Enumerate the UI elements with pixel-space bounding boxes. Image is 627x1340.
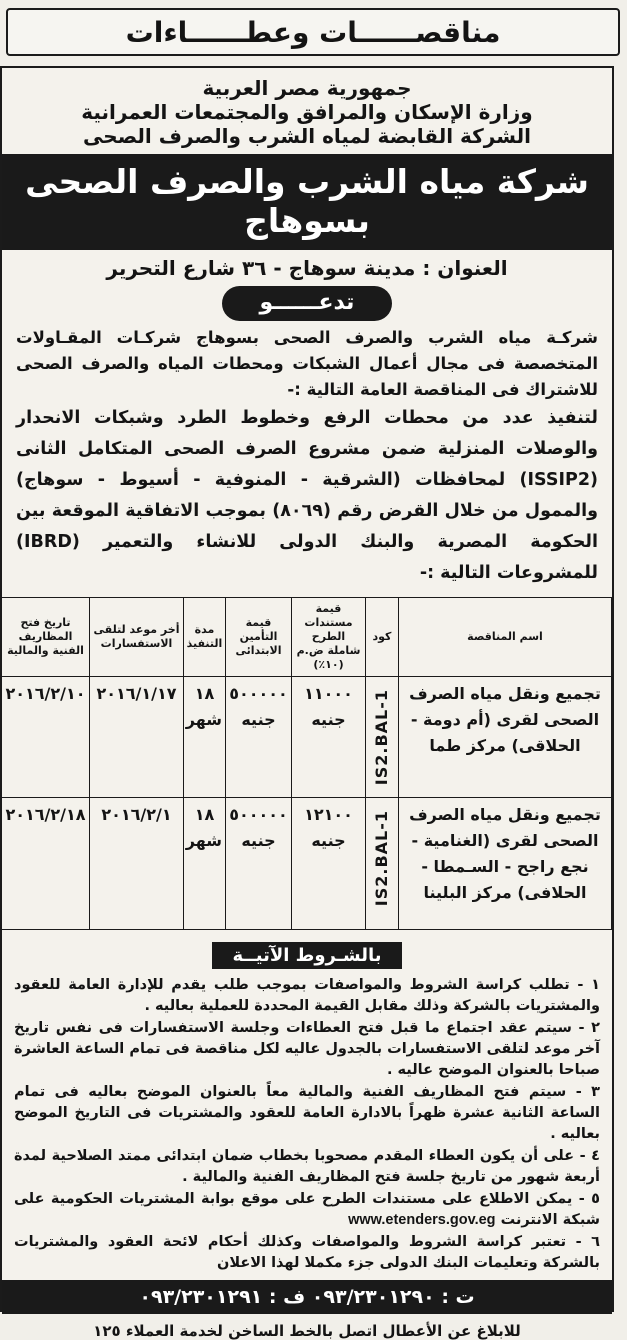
tender-code: IS2.BAL-1 <box>372 810 391 907</box>
opening-date: ٢٠١٦/٢/١٠ <box>2 677 90 798</box>
condition-item: ٣ - سيتم فتح المظاريف الفنية والمالية معاً بالعنوان الموضح بعاليه فى تمام الساعة الثانية عشرة ظهراً بالادارة العامة للعقود والمشتريات فى التاريخ الموضح بعاليه . <box>14 1084 600 1143</box>
header-opening-date: تاريخ فتح المظاريف الفنية والمالية <box>2 598 90 677</box>
condition-text: ٥ - يمكن الاطلاع على مستندات الطرح على موقع بوابة المشتريات الحكومية على شبكة الانترنت <box>14 1191 600 1229</box>
holding-company-line: الشركة القابضة لمياه الشرب والصرف الصحى <box>83 124 531 148</box>
republic-line: جمهورية مصر العربية <box>202 76 412 100</box>
table-header-row <box>2 598 612 677</box>
company-banner: شركة مياه الشرب والصرف الصحى بسوهاج <box>2 154 612 250</box>
project-paragraph: لتنفيذ عدد من محطات الرفع وخطوط الطرد وشبكات الانحدار والوصلات المنزلية ضمن مشروع الصرف الصحى المتكامل الثانى (ISSIP2) لمحافظات (الشرقية - المنوفية - أسيوط - سوهاج) والممول من خلال القرض رقم (٨٠٦٩) بموجب الاتفاقية الموقعة بين الحكومة المصرية والبنك الدولى للانشاء والتعمير (IBRD) للمشروعات التالية :- <box>16 408 598 583</box>
condition-item: ١ - تطلب كراسة الشروط والمواصفات بموجب طلب يقدم للإدارة العامة للعقود والمشتريات بالشركة وذلك مقابل القيمة المحددة للعملية بعاليه . <box>14 977 600 1015</box>
condition-item <box>14 1189 600 1231</box>
company-address: العنوان : مدينة سوهاج - ٣٦ شارع التحرير <box>106 256 508 280</box>
section-title: مناقصــــــات وعطــــــاءات <box>125 15 501 49</box>
last-inquiry-date: ٢٠١٦/٢/١ <box>90 798 184 930</box>
hotline-note: للابلاغ عن الأعطال اتصل بالخط الساخن لخدمة العملاء ١٢٥ <box>93 1322 521 1340</box>
phone-bar: ت : ٠٩٣/٢٣٠١٢٩٠ ف : ٠٩٣/٢٣٠١٢٩١ <box>2 1280 612 1314</box>
conditions-list <box>2 975 612 1274</box>
duration: ١٨ شهر <box>184 677 226 798</box>
duration: ١٨ شهر <box>184 798 226 930</box>
header-last-inquiry: أخر موعد لتلقى الاستفسارات <box>90 598 184 677</box>
section-header <box>6 8 620 56</box>
doc-value: ١٢١٠٠ جنيه <box>292 798 366 930</box>
doc-value: ١١٠٠٠ جنيه <box>292 677 366 798</box>
header-doc-value: قيمة مستندات الطرح شاملة ض.م (١٠٪) <box>292 598 366 677</box>
tender-code: IS2.BAL-1 <box>372 689 391 786</box>
opening-date: ٢٠١٦/٢/١٨ <box>2 798 90 930</box>
insurance-value: ٥٠٠٠٠٠ جنيه <box>226 677 292 798</box>
table-row <box>2 677 612 798</box>
condition-item: ٤ - على أن يكون العطاء المقدم مصحوبا بخطاب ضمان ابتدائى ممتد الصلاحية لمدة أربعة شهور من تاريخ جلسة فتح المظاريف الفنية والمالية . <box>14 1148 600 1186</box>
condition-item: ٦ - تعتبر كراسة الشروط والمواصفات وكذلك أحكام لائحة العقود والمشتريات بالشركة وتعليمات البنك الدولى جزء مكملا لهذا الاعلان <box>14 1234 600 1272</box>
ministry-line: وزارة الإسكان والمرافق والمجتمعات العمرانية <box>81 100 533 124</box>
website-link[interactable]: www.etenders.gov.eg <box>348 1212 496 1229</box>
tenders-table <box>1 597 612 930</box>
condition-item: ٢ - سيتم عقد اجتماع ما قبل فتح العطاءات وجلسة الاستفسارات فى نفس تاريخ آخر موعد لتلقى الاستفسارات بالجدول عاليه لكل مناقصة فى تمام الساعة العاشرة صباحا بالعنوان الموضح عاليه . <box>14 1020 600 1079</box>
header-insurance: قيمة التأمين الابتدائى <box>226 598 292 677</box>
header-code: كود <box>366 598 399 677</box>
last-inquiry-date: ٢٠١٦/١/١٧ <box>90 677 184 798</box>
tender-name: تجميع ونقل مياه الصرف الصحى لقرى (الغنامية - نجع راجح - السـمطا - الحلافى) مركز البلينا <box>399 798 612 930</box>
invites-badge: تدعــــــو <box>222 286 392 321</box>
header-tender-name: اسم المناقصة <box>399 598 612 677</box>
tender-name: تجميع ونقل مياه الصرف الصحى لقرى (أم دومة - الحلاقى) مركز طما <box>399 677 612 798</box>
insurance-value: ٥٠٠٠٠٠ جنيه <box>226 798 292 930</box>
header-duration: مدة التنفيذ <box>184 598 226 677</box>
intro-paragraph: شركـة مياه الشرب والصرف الصحى بسوهاج شركـات المقـاولات المتخصصة فى مجال أعمال الشبكات ومحطات المياه والصرف الصحى للاشتراك فى المناقصة العامة التالية :- <box>16 328 598 399</box>
conditions-title: بالشـروط الآتيــة <box>212 942 402 969</box>
tender-advertisement <box>0 66 614 1340</box>
table-row <box>2 798 612 930</box>
